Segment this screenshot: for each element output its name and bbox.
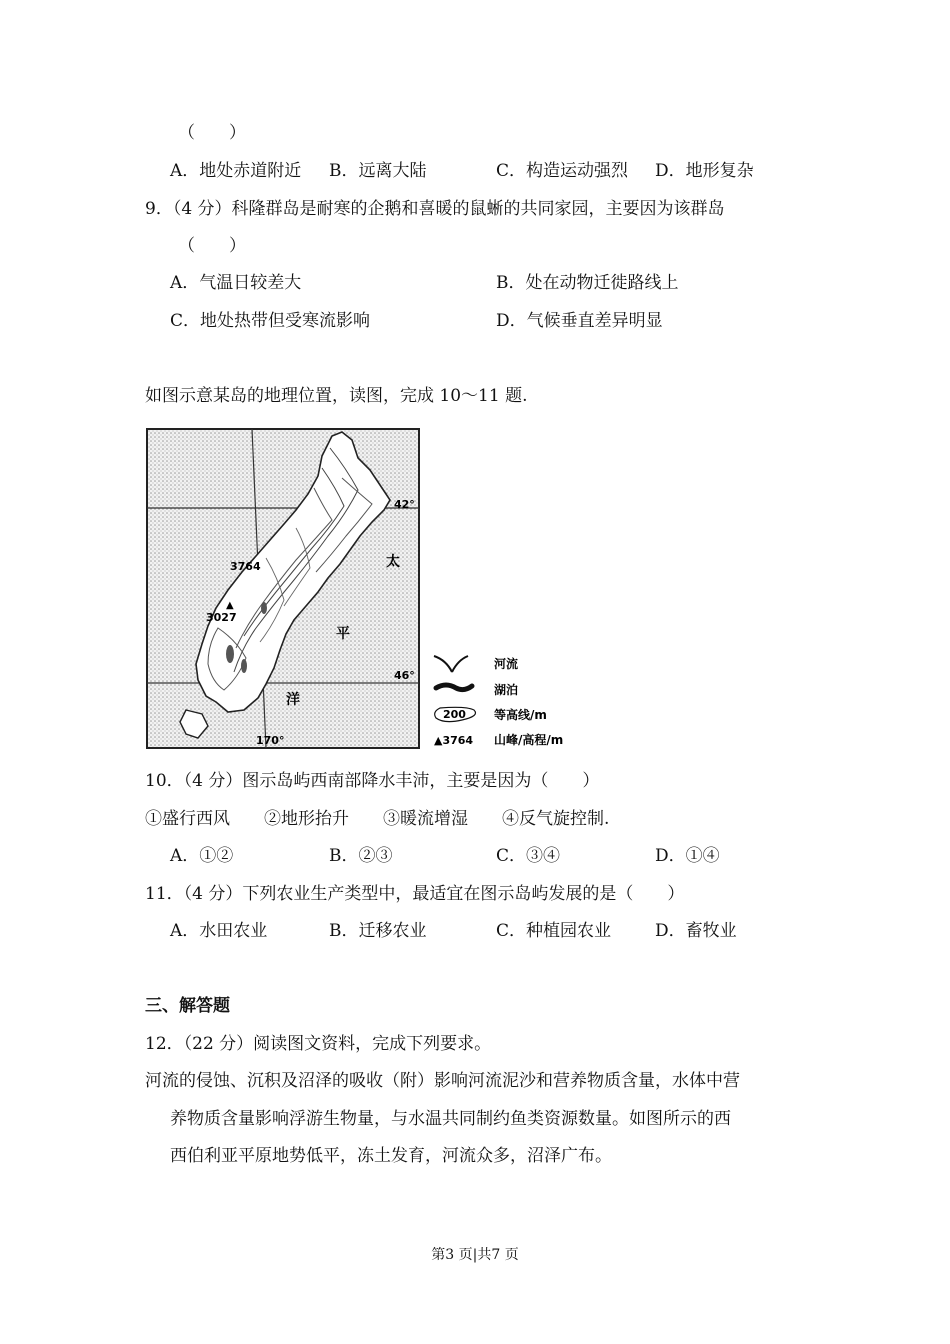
legend-lake-label: 湖泊 — [494, 683, 519, 697]
q10-stem: 10．（4 分）图示岛屿西南部降水丰沛，主要是因为（ ） — [145, 771, 600, 791]
peak-marker-icon: ▲ — [226, 600, 234, 611]
legend-contour-label: 等高线/m — [494, 708, 547, 722]
q11-option-d: D．畜牧业 — [655, 921, 737, 941]
q8-option-c: C．构造运动强烈 — [496, 161, 629, 181]
ocean-char-1: 太 — [386, 554, 400, 570]
q11-option-c: C．种植园农业 — [496, 921, 612, 941]
q8-option-a: A．地处赤道附近 — [170, 161, 302, 181]
peak-label-3764: 3764 — [230, 560, 261, 573]
section-heading: 三、解答题 — [145, 996, 230, 1016]
page-footer: 第3 页|共7 页 — [431, 1247, 519, 1263]
q10-option-a: A．①② — [170, 846, 234, 866]
q12-stem: 12．（22 分）阅读图文资料，完成下列要求。 — [145, 1034, 492, 1054]
legend-contour-value: 200 — [443, 708, 466, 721]
q11-stem: 11．（4 分）下列农业生产类型中，最适宜在图示岛屿发展的是（ ） — [145, 884, 685, 904]
map-intro: 如图示意某岛的地理位置，读图，完成 10～11 题. — [145, 386, 528, 406]
q12-paragraph-line-3: 西伯利亚平原地势低平，冻土发育，河流众多，沼泽广布。 — [170, 1146, 612, 1166]
q9-stem: 9．（4 分）科隆群岛是耐寒的企鹅和喜暖的鼠蜥的共同家园，主要因为该群岛 — [145, 199, 725, 219]
island-map — [146, 428, 586, 754]
q9-option-c: C．地处热带但受寒流影响 — [170, 311, 371, 331]
q8-option-b: B．远离大陆 — [329, 161, 427, 181]
ocean-char-3: 洋 — [286, 692, 300, 708]
q9-option-b: B．处在动物迁徙路线上 — [496, 273, 679, 293]
q10-option-b: B．②③ — [329, 846, 393, 866]
q12-paragraph-line-2: 养物质含量影响浮游生物量，与水温共同制约鱼类资源数量。如图所示的西 — [170, 1109, 731, 1129]
q10-option-c: C．③④ — [496, 846, 561, 866]
peak-label-3027: 3027 — [206, 611, 237, 624]
q9-answer-paren: （ ） — [178, 236, 246, 256]
legend-river-label: 河流 — [494, 657, 519, 671]
latitude-label-42: 42° — [394, 498, 415, 511]
q10-option-d: D．①④ — [655, 846, 720, 866]
q8-option-d: D．地形复杂 — [655, 161, 754, 181]
ocean-char-2: 平 — [336, 626, 350, 642]
legend-lake-icon — [436, 685, 472, 690]
q11-option-a: A．水田农业 — [170, 921, 268, 941]
legend-peak-label: 山峰/高程/m — [494, 733, 564, 747]
q12-paragraph-line-1: 河流的侵蚀、沉积及沼泽的吸收（附）影响河流泥沙和营养物质含量，水体中营 — [145, 1071, 740, 1091]
q9-option-d: D．气候垂直差异明显 — [496, 311, 663, 331]
latitude-label-46: 46° — [394, 669, 415, 682]
legend-peak-value: ▲3764 — [434, 734, 474, 747]
q11-option-b: B．迁移农业 — [329, 921, 427, 941]
q9-option-a: A．气温日较差大 — [170, 273, 302, 293]
longitude-label-170: 170° — [256, 734, 285, 747]
legend-river-icon — [434, 656, 468, 672]
q10-items: ①盛行西风 ②地形抬升 ③暖流增湿 ④反气旋控制. — [145, 809, 610, 829]
q8-answer-paren: （ ） — [178, 123, 246, 143]
